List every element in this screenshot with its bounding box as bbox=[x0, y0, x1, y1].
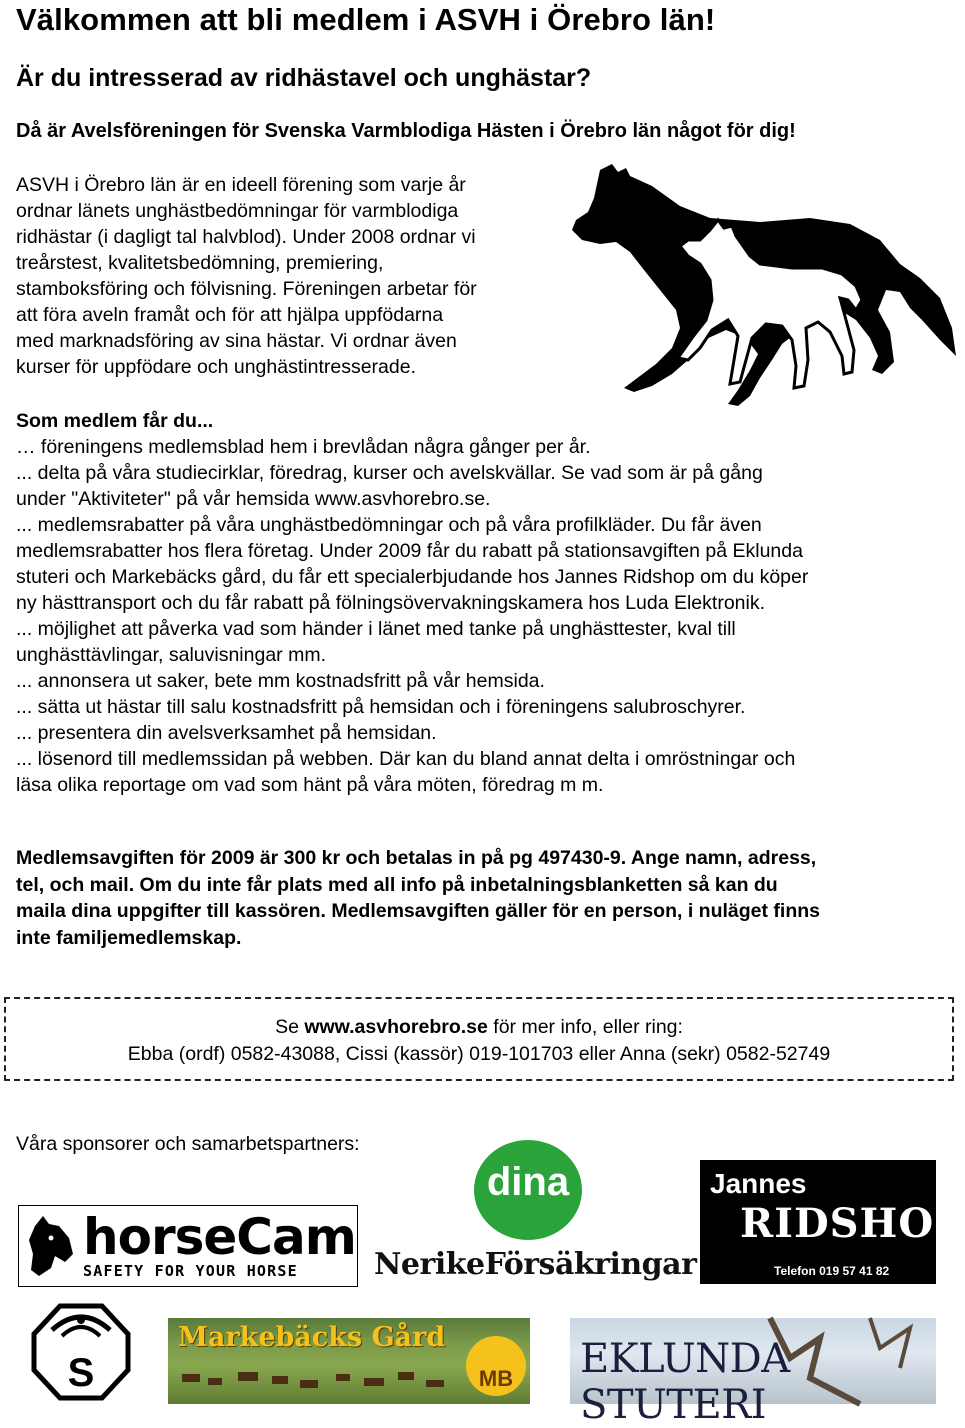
contact-suffix: för mer info, eller ring: bbox=[487, 1016, 683, 1038]
page-subtitle: Då är Avelsföreningen för Svenska Varmblodiga Hästen i Örebro län något för dig! bbox=[16, 120, 796, 142]
fee-line: Medlemsavgiften för 2009 är 300 kr och betalas in på pg 497430-9. Ange namn, adress, bbox=[16, 847, 817, 869]
benefit-line: ny hästtransport och du får rabatt på fölningsövervakningskamera hos Luda Elektronik. bbox=[16, 592, 766, 614]
eklunda-name: EKLUNDA STUTERI bbox=[580, 1336, 790, 1428]
benefit-line: stuteri och Markebäcks gård, du får ett specialerbjudande hos Jannes Ridshop om du köper bbox=[16, 566, 809, 588]
website-link[interactable]: www.asvhorebro.se bbox=[304, 1016, 488, 1038]
fee-line: inte familjemedlemskap. bbox=[16, 926, 242, 949]
mb-badge-text: MB bbox=[478, 1366, 514, 1391]
intro-line: ASVH i Örebro län är en ideell förening som varje år bbox=[16, 174, 466, 196]
member-benefits bbox=[16, 408, 946, 798]
membership-fee-info bbox=[16, 845, 956, 951]
benefit-line: läsa olika reportage om vad som hänt på våra möten, föredrag m m. bbox=[16, 774, 604, 796]
benefit-line: medlemsrabatter hos flera företag. Under 2009 får du rabatt på stationsavgiften på Eklunda bbox=[16, 540, 803, 562]
fee-line: maila dina uppgifter till kassören. Medlemsavgiften gäller för en person, i nuläget finns bbox=[16, 900, 820, 922]
benefit-line: under "Aktiviteter" på vår hemsida www.asvhorebro.se. bbox=[16, 488, 491, 510]
intro-line: att föra aveln framåt och för att hjälpa uppfödarna bbox=[16, 304, 444, 326]
fee-line: tel, och mail. Om du inte får plats med all info på inbetalningsblanketten så kan du bbox=[16, 873, 778, 896]
benefit-line: ... sätta ut hästar till salu kostnadsfritt på hemsidan och i föreningens salubroschyrer. bbox=[16, 696, 746, 718]
horsecam-name: horseCam bbox=[83, 1208, 356, 1266]
jannes-phone: Telefon 019 57 41 82 bbox=[774, 1264, 890, 1278]
benefit-line: ... lösenord till medlemssidan på webben. Där kan du bland annat delta i omröstningar och bbox=[16, 748, 796, 770]
jannes-main-text: RIDSHOP bbox=[740, 1200, 965, 1247]
benefit-line: ... annonsera ut saker, bete mm kostnadsfritt på vår hemsida. bbox=[16, 670, 545, 692]
markebacks-gard-logo bbox=[168, 1318, 530, 1404]
benefit-line: ... delta på våra studiecirklar, föredrag, kurser och avelskvällar. Se vad som är på gång bbox=[16, 462, 763, 484]
mb-badge-icon bbox=[464, 1330, 528, 1402]
mare-and-foal-illustration bbox=[560, 160, 960, 420]
nerike-forsakringar-logo: NerikeFörsäkringar bbox=[374, 1247, 697, 1282]
intro-line: ridhästar (i dagligt tal halvblod). Under 2008 ordnar vi bbox=[16, 226, 476, 248]
contact-website-line bbox=[6, 1014, 952, 1041]
benefit-line: ... möjlighet att påverka vad som händer i länet med tanke på unghästtester, kval till bbox=[16, 618, 736, 640]
contact-prefix: Se bbox=[275, 1016, 305, 1038]
jannes-ridshop-logo bbox=[700, 1160, 965, 1284]
intro-line: kurser för uppfödare och unghästintresserade. bbox=[16, 356, 416, 378]
horsecam-tagline: SAFETY FOR YOUR HORSE bbox=[83, 1262, 298, 1280]
intro-line: treårstest, kvalitetsbedömning, premiering, bbox=[16, 252, 384, 274]
jannes-top-text: Jannes bbox=[710, 1168, 807, 1199]
intro-line: stamboksföring och fölvisning. Föreningen arbetar för bbox=[16, 278, 477, 300]
benefit-line: ... presentera din avelsverksamhet på hemsidan. bbox=[16, 722, 437, 744]
intro-line: med marknadsföring av sina hästar. Vi ordnar även bbox=[16, 330, 457, 352]
benefit-line: … föreningens medlemsblad hem i brevlådan några gånger per år. bbox=[16, 436, 591, 458]
sponsors-heading: Våra sponsorer och samarbetspartners: bbox=[16, 1133, 360, 1155]
benefits-heading: Som medlem får du... bbox=[16, 410, 214, 432]
dina-logo-text: dina bbox=[486, 1160, 570, 1204]
contact-phones: Ebba (ordf) 0582-43088, Cissi (kassör) 019-101703 eller Anna (sekr) 0582-52749 bbox=[127, 1043, 831, 1065]
benefit-line: ... medlemsrabatter på våra unghästbedömningar och på våra profilkläder. Du får även bbox=[16, 514, 762, 536]
svensk-emblem-logo bbox=[32, 1300, 130, 1402]
benefit-line: unghästtävlingar, saluvisningar mm. bbox=[16, 644, 326, 666]
page-question: Är du intresserad av ridhästavel och unghästar? bbox=[16, 64, 592, 92]
contact-box bbox=[4, 997, 954, 1081]
eklunda-stuteri-logo bbox=[570, 1318, 936, 1428]
page-title: Välkommen att bli medlem i ASVH i Örebro län! bbox=[16, 2, 716, 37]
horse-head-icon bbox=[25, 1214, 77, 1278]
intro-paragraph bbox=[16, 172, 576, 380]
emblem-letter: S bbox=[67, 1351, 95, 1395]
markebacks-name: Markebäcks Gård bbox=[178, 1322, 446, 1353]
intro-line: ordnar länets unghästbedömningar för varmblodiga bbox=[16, 200, 459, 222]
horsecam-logo bbox=[18, 1205, 358, 1287]
